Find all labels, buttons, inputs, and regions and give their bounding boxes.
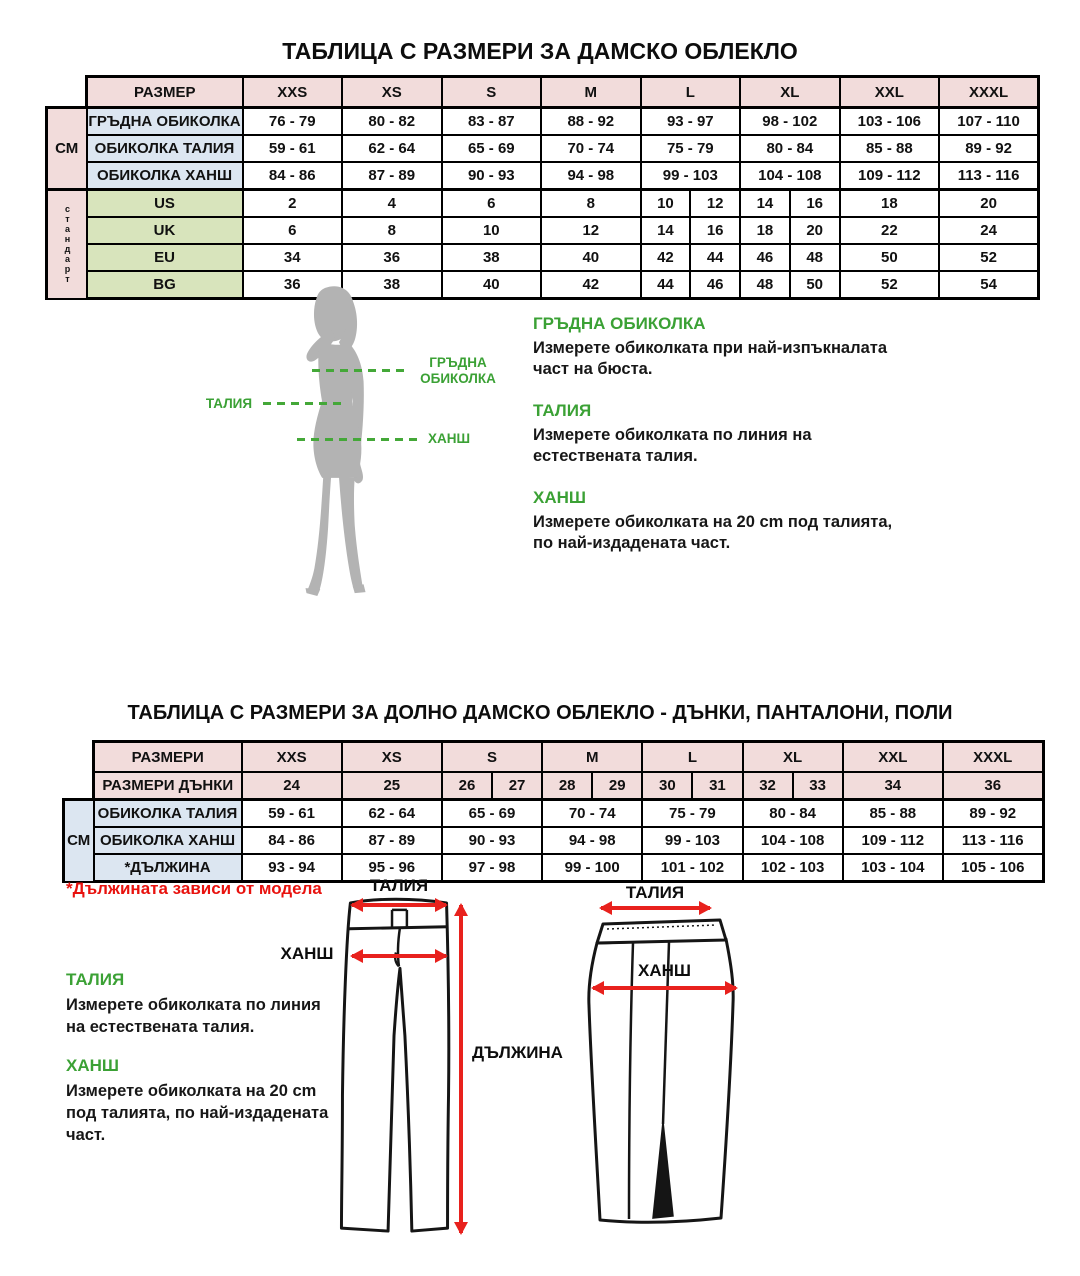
size-cell: 2 [243,190,343,218]
size-cell: 87 - 89 [342,162,442,190]
size-cell: 105 - 106 [943,854,1043,882]
size-cell: 48 [740,271,790,299]
size-header-cell: XXXL [939,77,1039,108]
table-row [64,854,1044,882]
size-cell: 22 [840,217,940,244]
size-cell: 109 - 112 [840,162,940,190]
size-header-label: РАЗМЕР [87,77,243,108]
corner-spacer [64,742,94,773]
hips-instruction-block [66,1056,366,1146]
waist-measure-line [263,402,345,405]
instruction-text-line: част на бюста. [533,360,653,378]
size-cell: 80 - 84 [740,135,840,162]
skirt-waist-arrow [601,906,710,910]
size-cell: 44 [641,271,691,299]
instruction-text-line: Измерете обиколката при най-изпъкналата [533,339,888,357]
size-cell: 70 - 74 [541,135,641,162]
size-cell: 59 - 61 [242,800,342,828]
size-cell: 89 - 92 [943,800,1043,828]
size-cell: 42 [641,244,691,271]
size-cell: 20 [790,217,840,244]
size-cell: 90 - 93 [442,162,542,190]
hips-instruction-block [533,488,973,554]
instruction-text-line: на естествената талия. [66,1018,255,1036]
row-label: ОБИКОЛКА ХАНШ [87,162,243,190]
size-cell: 89 - 92 [939,135,1039,162]
size-cell: 16 [690,217,740,244]
table-row [64,742,1044,773]
size-cell: 38 [342,271,442,299]
row-label: ОБИКОЛКА ХАНШ [94,827,242,854]
size-cell: 10 [641,190,691,218]
instruction-text-line: по най-издадената част. [533,534,731,552]
bottoms-measure-instructions [66,970,366,1167]
size-cell: 107 - 110 [939,108,1039,136]
chest-measure-line [312,369,408,372]
size-cell: 4 [342,190,442,218]
size-cell: 83 - 87 [442,108,542,136]
instruction-text-line: естествената талия. [533,447,698,465]
pants-hips-arrow [352,954,446,958]
jeans-size-cell: 36 [943,772,1043,800]
size-cell: 113 - 116 [939,162,1039,190]
table-row [64,800,1044,828]
jeans-size-cell: 28 [542,772,592,800]
table-row [47,135,1039,162]
size-cell: 8 [342,217,442,244]
size-header-cell: XL [740,77,840,108]
size-header-cell: XXXL [943,742,1043,773]
chest-label-line2: ОБИКОЛКА [420,371,496,386]
size-cell: 6 [243,217,343,244]
size-cell: 16 [790,190,840,218]
skirt-hips-arrow [593,986,736,990]
women-bottoms-size-table [62,740,1045,883]
jeans-size-cell: 30 [642,772,692,800]
size-cell: 109 - 112 [843,827,943,854]
size-cell: 65 - 69 [442,800,542,828]
size-cell: 75 - 79 [641,135,741,162]
row-label: UK [87,217,243,244]
size-cell: 87 - 89 [342,827,442,854]
jeans-size-cell: 24 [242,772,342,800]
size-header-cell: XXS [242,742,342,773]
jeans-row-label: РАЗМЕРИ ДЪНКИ [94,772,242,800]
size-header-cell: XXS [243,77,343,108]
size-cell: 65 - 69 [442,135,542,162]
instruction-text-line: част. [66,1126,106,1144]
size-header-cell: S [442,742,542,773]
size-header-cell: L [641,77,741,108]
measure-instructions [533,314,973,575]
length-note: *Дължината зависи от модела [66,879,322,898]
size-cell: 14 [641,217,691,244]
size-cell: 99 - 103 [641,162,741,190]
size-cell: 104 - 108 [740,162,840,190]
chest-label-line1: ГРЪДНА [429,355,487,370]
size-cell: 84 - 86 [243,162,343,190]
table-row [64,827,1044,854]
corner-spacer [47,77,87,108]
size-cell: 75 - 79 [642,800,742,828]
size-cell: 103 - 106 [840,108,940,136]
size-header-cell: L [642,742,742,773]
size-cell: 52 [939,244,1039,271]
skirt-hips-label: ХАНШ [638,961,691,980]
size-cell: 104 - 108 [743,827,843,854]
table-row [47,271,1039,299]
pants-hips-label: ХАНШ [280,944,334,963]
jeans-size-cell: 26 [442,772,492,800]
jeans-size-cell: 27 [492,772,542,800]
jeans-size-cell: 34 [843,772,943,800]
row-label: BG [87,271,243,299]
jeans-size-cell: 29 [592,772,642,800]
hips-measure-label: ХАНШ [427,431,471,446]
size-header-cell: XS [342,742,442,773]
size-cell: 10 [442,217,542,244]
size-cell: 101 - 102 [642,854,742,882]
size-cell: 97 - 98 [442,854,542,882]
waist-instruction-block [66,970,366,1038]
size-cell: 18 [840,190,940,218]
size-cell: 48 [790,244,840,271]
table-row [64,772,1044,800]
instruction-heading: ХАНШ [66,1056,119,1075]
size-cell: 52 [840,271,940,299]
size-cell: 62 - 64 [342,800,442,828]
size-cell: 6 [442,190,542,218]
row-label: ОБИКОЛКА ТАЛИЯ [94,800,242,828]
chest-measure-label [413,355,503,387]
size-cell: 46 [740,244,790,271]
size-header-cell: XL [743,742,843,773]
instruction-text-line: Измерете обиколката по линия [66,996,321,1014]
table-row [47,108,1039,136]
corner-spacer [64,772,94,800]
standard-unit-label [47,190,87,299]
size-cell: 93 - 94 [242,854,342,882]
size-cell: 85 - 88 [840,135,940,162]
size-cell: 59 - 61 [243,135,343,162]
jeans-size-cell: 25 [342,772,442,800]
size-cell: 38 [442,244,542,271]
size-cell: 20 [939,190,1039,218]
size-cell: 99 - 103 [642,827,742,854]
size-cell: 84 - 86 [242,827,342,854]
size-cell: 80 - 82 [342,108,442,136]
size-header-cell: XS [342,77,442,108]
table-row [47,77,1039,108]
table-row [47,190,1039,218]
instruction-text-line: Измерете обиколката на 20 cm под талията, [533,513,893,531]
instruction-text-line: Измерете обиколката по линия на [533,426,812,444]
size-cell: 36 [342,244,442,271]
size-cell: 94 - 98 [542,827,642,854]
size-cell: 42 [541,271,641,299]
jeans-size-cell: 32 [743,772,793,800]
size-header-cell: M [542,742,642,773]
women-sizes-title: ТАБЛИЦА С РАЗМЕРИ ЗА ДАМСКО ОБЛЕКЛО [282,38,798,64]
size-cell: 95 - 96 [342,854,442,882]
size-cell: 70 - 74 [542,800,642,828]
size-cell: 44 [690,244,740,271]
size-cell: 50 [790,271,840,299]
waist-measure-label: ТАЛИЯ [205,396,253,411]
cm-unit-label: СМ [64,800,94,882]
size-cell: 80 - 84 [743,800,843,828]
instruction-heading: ТАЛИЯ [66,970,125,989]
size-cell: 102 - 103 [743,854,843,882]
instruction-text-line: Измерете обиколката на 20 cm [66,1082,317,1100]
table-row [47,162,1039,190]
pants-length-label: ДЪЛЖИНА [472,1043,563,1062]
size-cell: 54 [939,271,1039,299]
size-header-cell: XXL [843,742,943,773]
row-label: EU [87,244,243,271]
size-cell: 8 [541,190,641,218]
cm-unit-label: СМ [47,108,87,190]
size-cell: 99 - 100 [542,854,642,882]
jeans-size-cell: 33 [793,772,843,800]
size-cell: 94 - 98 [541,162,641,190]
bottoms-sizes-title: ТАБЛИЦА С РАЗМЕРИ ЗА ДОЛНО ДАМСКО ОБЛЕКЛО - ДЪНКИ, ПАНТАЛОНИ, ПОЛИ [127,702,953,724]
women-clothing-size-table [45,75,1040,300]
hips-measure-line [297,438,417,441]
pants-length-arrow [459,905,463,1233]
instruction-heading: ГРЪДНА ОБИКОЛКА [533,314,706,333]
row-label: ГРЪДНА ОБИКОЛКА [87,108,243,136]
size-cell: 103 - 104 [843,854,943,882]
table-row [47,244,1039,271]
size-cell: 88 - 92 [541,108,641,136]
size-cell: 46 [690,271,740,299]
size-cell: 113 - 116 [943,827,1043,854]
row-label: ОБИКОЛКА ТАЛИЯ [87,135,243,162]
size-header-cell: M [541,77,641,108]
size-cell: 93 - 97 [641,108,741,136]
size-header-label: РАЗМЕРИ [94,742,242,773]
instruction-heading: ТАЛИЯ [533,401,592,420]
size-cell: 12 [690,190,740,218]
size-cell: 98 - 102 [740,108,840,136]
size-header-cell: S [442,77,542,108]
size-cell: 18 [740,217,790,244]
size-cell: 36 [243,271,343,299]
skirt-waist-label: ТАЛИЯ [625,883,685,902]
table-row [47,217,1039,244]
pants-waist-label: ТАЛИЯ [369,876,429,895]
standard-unit-text: стандарт [62,204,73,285]
size-cell: 24 [939,217,1039,244]
size-header-cell: XXL [840,77,940,108]
size-cell: 40 [541,244,641,271]
instruction-text-line: под талията, по най-издадената [66,1104,329,1122]
size-cell: 34 [243,244,343,271]
size-cell: 12 [541,217,641,244]
size-cell: 14 [740,190,790,218]
row-label: US [87,190,243,218]
size-cell: 50 [840,244,940,271]
size-cell: 90 - 93 [442,827,542,854]
jeans-size-cell: 31 [692,772,742,800]
size-cell: 62 - 64 [342,135,442,162]
size-cell: 40 [442,271,542,299]
size-cell: 85 - 88 [843,800,943,828]
instruction-heading: ХАНШ [533,488,586,507]
pants-waist-arrow [352,903,446,907]
waist-instruction-block [533,401,973,467]
chest-instruction-block [533,314,973,380]
row-label: *ДЪЛЖИНА [94,854,242,882]
size-cell: 76 - 79 [243,108,343,136]
